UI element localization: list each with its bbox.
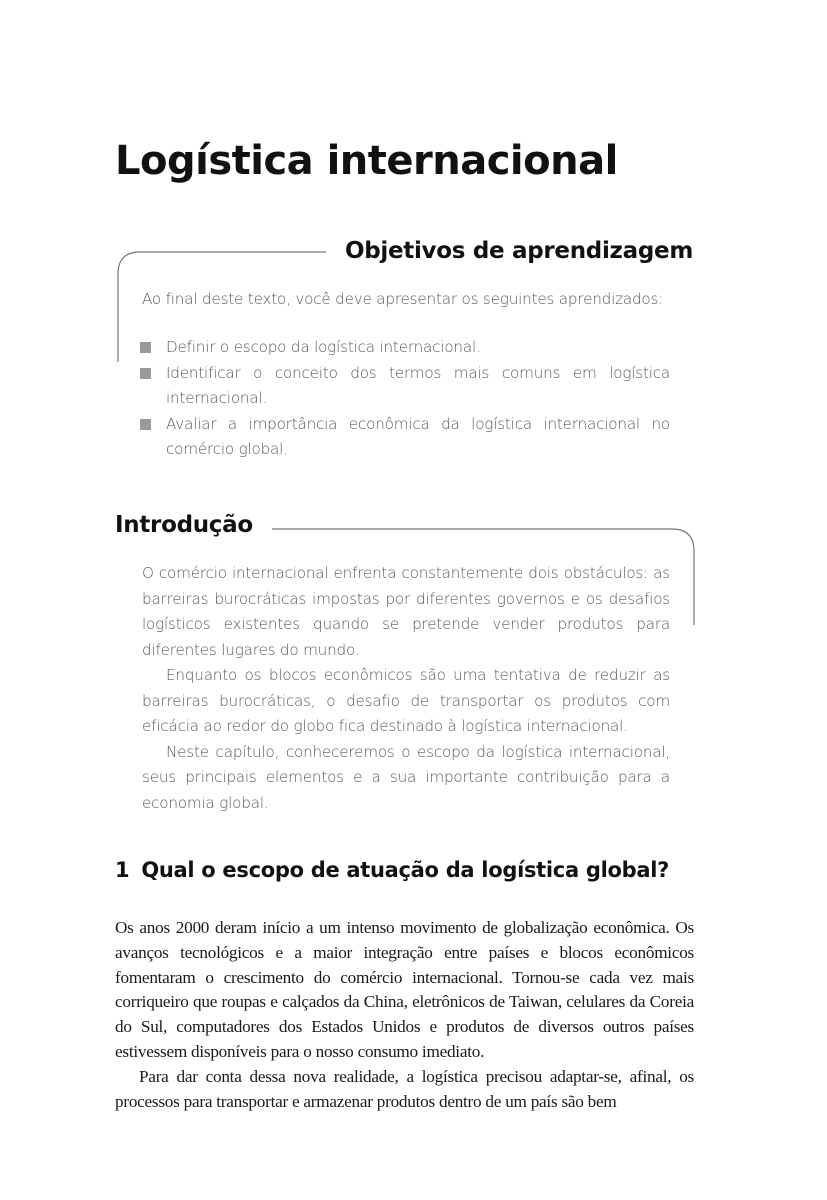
square-bullet-icon bbox=[140, 419, 151, 430]
introduction-paragraph: Neste capítulo, conheceremos o escopo da logística internacional, seus principais elementos e a sua importante contribuição para a economia global. bbox=[142, 742, 670, 812]
objective-text: Definir o escopo da logística internacional. bbox=[166, 338, 481, 356]
square-bullet-icon bbox=[140, 368, 151, 379]
square-bullet-icon bbox=[140, 342, 151, 353]
section-number: 1 bbox=[115, 858, 130, 882]
section-body bbox=[115, 916, 694, 1114]
objectives-intro: Ao final deste texto, você deve apresentar os seguintes aprendizados: bbox=[142, 290, 664, 308]
body-paragraph: Os anos 2000 deram início a um intenso movimento de globalização econômica. Os avanços tecnológicos e a maior integração entre países e blocos econômicos fomentaram o crescimento do comércio internacional. Tornou-se cada vez mais corriqueiro que roupas e calçados da China, eletrônicos de Taiwan, celulares da Coreia do Sul, computadores dos Estados Unidos e produtos de diversos outros países estivessem disponíveis para o nosso consumo imediato. bbox=[115, 918, 694, 1061]
introduction-heading: Introdução bbox=[115, 512, 253, 538]
chapter-title: Logística internacional bbox=[115, 138, 618, 184]
section-heading bbox=[115, 858, 669, 882]
objectives-list bbox=[140, 335, 670, 463]
introduction-body bbox=[142, 561, 670, 816]
objective-item bbox=[140, 335, 670, 361]
objective-text: Avaliar a importância econômica da logística internacional no comércio global. bbox=[166, 414, 670, 458]
section-title: Qual o escopo de atuação da logística global? bbox=[141, 858, 669, 882]
objectives-heading: Objetivos de aprendizagem bbox=[344, 238, 693, 264]
body-paragraph: Para dar conta dessa nova realidade, a logística precisou adaptar-se, afinal, os processos para transportar e armazenar produtos dentro de um país são bem bbox=[115, 1066, 694, 1111]
objective-item bbox=[140, 412, 670, 463]
introduction-paragraph: Enquanto os blocos econômicos são uma tentativa de reduzir as barreiras burocráticas, o desafio de transportar os produtos com eficácia ao redor do globo fica destinado à logística internacional. bbox=[142, 666, 670, 735]
introduction-paragraph: O comércio internacional enfrenta constantemente dois obstáculos: as barreiras burocráticas impostas por diferentes governos e os desafios logísticos existentes quando se pretende vender produtos para diferentes lugares do mundo. bbox=[142, 564, 670, 659]
objective-item bbox=[140, 361, 670, 412]
objective-text: Identificar o conceito dos termos mais comuns em logística internacional. bbox=[166, 363, 670, 407]
